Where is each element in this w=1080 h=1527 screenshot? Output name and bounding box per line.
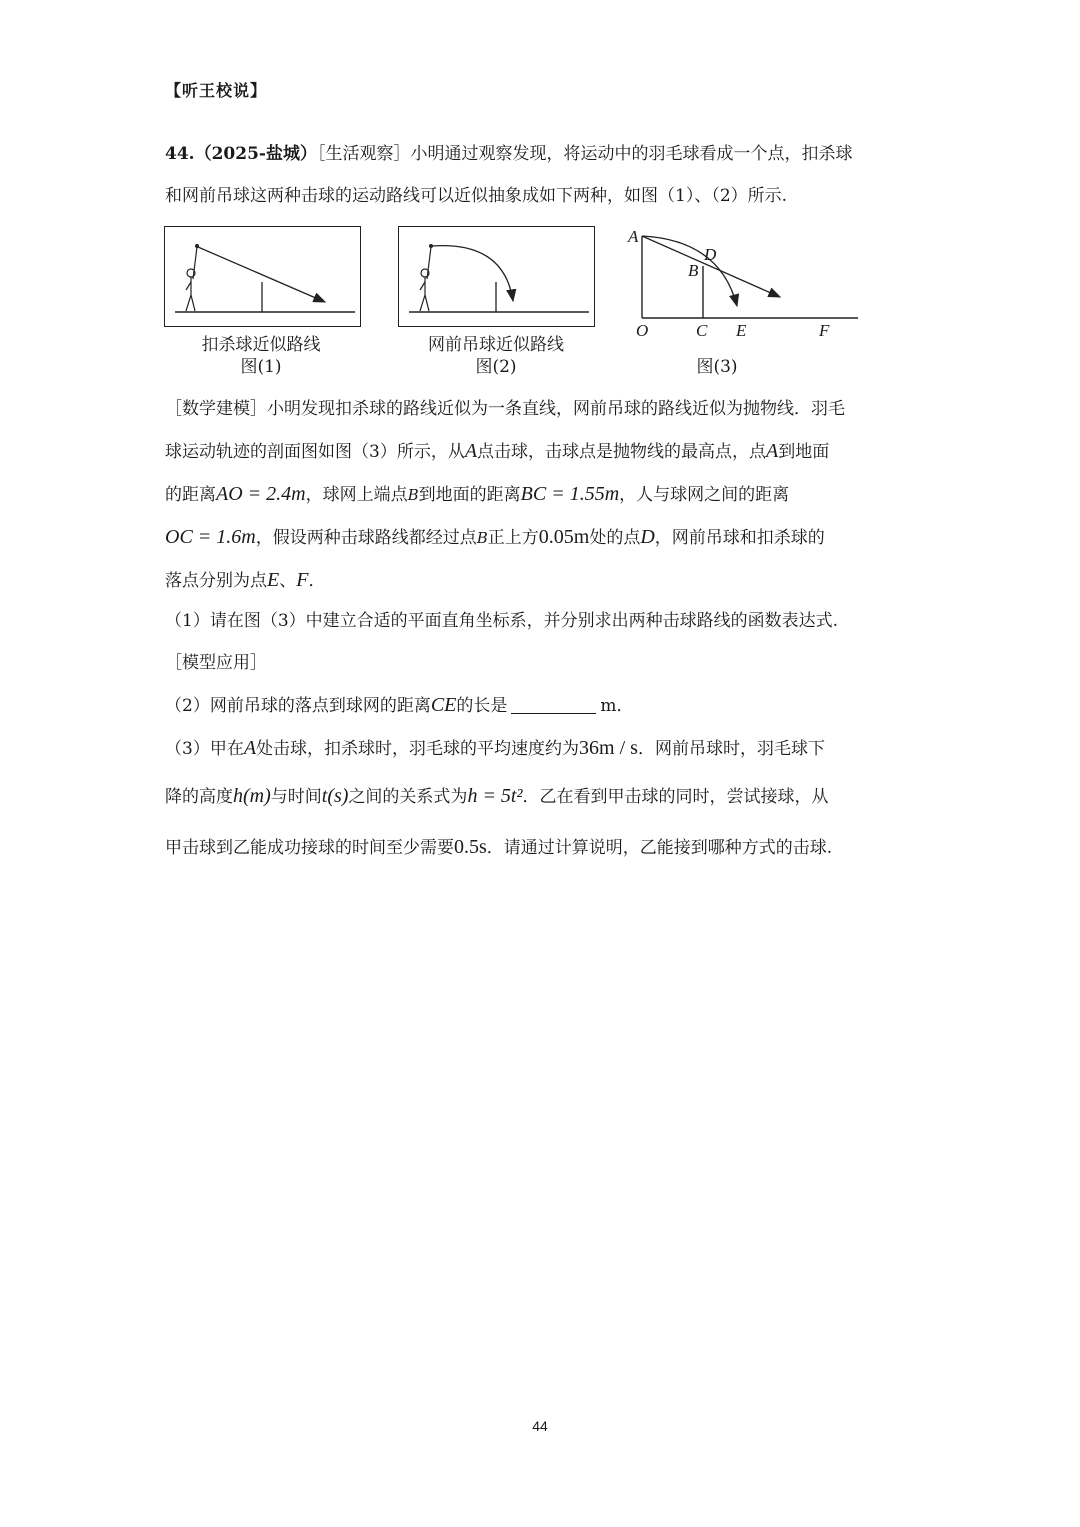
model-line-3: 的距离AO = 2.4m，球网上端点B到地面的距离BC = 1.55m，人与球网之间的距离	[165, 483, 790, 505]
fig3-point-F: F	[819, 321, 830, 340]
math-AO: AO = 2.4m	[216, 483, 306, 505]
fig3-point-D: D	[704, 245, 717, 264]
figure-1-drawing	[165, 227, 360, 326]
section-tag-observe: ［生活观察］	[316, 144, 411, 164]
fig3-point-A: A	[628, 227, 639, 246]
problem-line-1	[165, 141, 852, 167]
fig3-point-E: E	[736, 321, 747, 340]
model-line-5: 落点分别为点E、F．	[165, 569, 326, 591]
question-3-line-1: （3）甲在A处击球，扣杀球时，羽毛球的平均速度约为36m / s．网前吊球时，羽毛球下	[165, 737, 825, 759]
model-line-1: ［数学建模］小明发现扣杀球的路线近似为一条直线，网前吊球的路线近似为抛物线．羽毛	[165, 399, 845, 419]
figure-3-label: 图(3)	[696, 357, 738, 377]
math-speed: 36m / s	[579, 737, 638, 759]
figure-3-drawing	[620, 222, 870, 347]
problem-source: （2025-盐城）	[194, 144, 317, 164]
fig3-point-B: B	[688, 261, 699, 280]
fig3-point-O: O	[636, 321, 649, 340]
question-3-line-3: 甲击球到乙能成功接球的时间至少需要0.5s．请通过计算说明，乙能接到哪种方式的击球.	[165, 836, 833, 858]
question-1: （1）请在图（3）中建立合适的平面直角坐标系，并分别求出两种击球路线的函数表达式.	[165, 611, 839, 631]
math-BC: BC = 1.55m	[520, 483, 620, 505]
header-tag: 【听王校说】	[165, 81, 268, 100]
figure-2-drawing	[399, 227, 594, 326]
section-tag-apply: ［模型应用］	[165, 653, 267, 673]
figure-1-label: 图(1)	[240, 357, 282, 377]
question-3-line-2: 降的高度h(m)与时间t(s)之间的关系式为h = 5t²．乙在看到甲击球的同时，尝试接球，从	[165, 785, 829, 807]
figure-2-box	[398, 226, 595, 327]
math-OC: OC = 1.6m	[165, 526, 256, 548]
figure-2-caption: 网前吊球近似路线	[428, 335, 564, 355]
figure-2-label: 图(2)	[475, 357, 517, 377]
answer-blank[interactable]	[511, 695, 596, 714]
problem-line-2: 和网前吊球这两种击球的运动路线可以近似抽象成如下两种，如图（1）、（2）所示.	[165, 186, 788, 206]
figure-1-box	[164, 226, 361, 327]
question-2: （2）网前吊球的落点到球网的距离CE的长是 m．	[165, 694, 634, 716]
model-line-4: OC = 1.6m，假设两种击球路线都经过点B正上方0.05m处的点D，网前吊球和扣杀球的	[165, 526, 825, 548]
figure-1-caption: 扣杀球近似路线	[201, 335, 321, 355]
problem-number: 44.	[165, 144, 195, 164]
fig3-point-C: C	[696, 321, 708, 340]
problem-text: 小明通过观察发现，将运动中的羽毛球看成一个点，扣杀球	[410, 144, 853, 164]
math-formula: h = 5t²	[467, 785, 523, 807]
page-number: 44	[532, 1418, 548, 1434]
model-line-2: 球运动轨迹的剖面图如图（3）所示，从A点击球，击球点是抛物线的最高点，点A到地面	[165, 440, 830, 462]
